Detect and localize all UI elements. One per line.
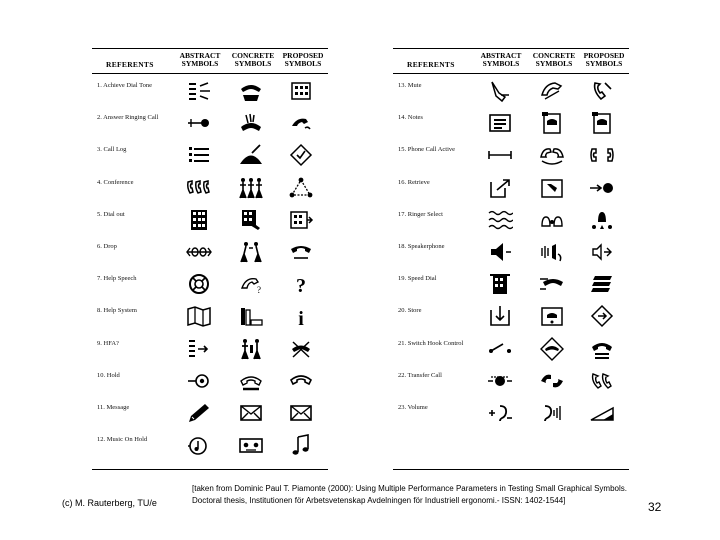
- referent-label: 19. Speed Dial: [398, 275, 437, 283]
- music-note-icon: [288, 433, 314, 457]
- phone-book-pen-icon: [238, 143, 264, 167]
- question-mark-icon: [288, 272, 314, 296]
- notepad-phone-icon: [589, 111, 615, 135]
- table-row: [92, 205, 328, 236]
- envelope-icon: [238, 401, 264, 425]
- three-receivers-icon: [186, 176, 212, 200]
- svg-text:i: i: [298, 308, 304, 329]
- table-row: [393, 140, 629, 171]
- abstract-header: ABSTRACT SYMBOLS: [480, 51, 522, 68]
- referent-label: 20. Store: [398, 307, 422, 315]
- proposed-header: PROPOSED SYMBOLS: [583, 51, 625, 68]
- page-number: 32: [648, 500, 662, 514]
- referent-label: 23. Volume: [398, 404, 428, 411]
- concrete-header: CONCRETE SYMBOLS: [532, 51, 576, 68]
- table-row: [92, 108, 328, 139]
- dial-tone-icon: [186, 79, 212, 103]
- table-row: [92, 76, 328, 107]
- keypad-hand-icon: [238, 208, 264, 232]
- referent-label: 18. Speakerphone: [398, 243, 445, 250]
- referent-label: 8. Help System: [97, 307, 137, 315]
- table-row: [92, 140, 328, 171]
- phone-on-base-icon: [238, 79, 264, 103]
- handset-icon: [288, 369, 314, 393]
- handset-diamond-icon: [539, 337, 565, 361]
- table-row: [393, 398, 629, 429]
- store-diamond-icon: [589, 304, 615, 328]
- referent-label: 7. Help Speech: [97, 275, 137, 283]
- referent-label: 22. Transfer Call: [398, 371, 442, 379]
- speaker-icon: [487, 240, 513, 264]
- arrow-dot-icon: [589, 176, 615, 200]
- table-row: [393, 269, 629, 300]
- table-row: [92, 237, 328, 268]
- table-row: [92, 269, 328, 300]
- table-row: [92, 398, 328, 429]
- proposed-header: PROPOSED SYMBOLS: [282, 51, 324, 68]
- hand-phone-icon: [539, 79, 565, 103]
- grid-keypad-icon: [186, 208, 212, 232]
- referent-label: 17. Ringer Select: [398, 210, 443, 218]
- author-credit: (c) M. Rauterberg, TU/e: [62, 498, 157, 508]
- table-row: [393, 301, 629, 332]
- music-circle-icon: [186, 433, 212, 457]
- citation-line: [taken from Dominic Paul T. Piamonte (2000): Using Multiple Performance Parameters in Testing Small Graphical Symbols.: [192, 484, 627, 493]
- notepad-icon: [487, 111, 513, 135]
- svg-text:?: ?: [257, 285, 261, 296]
- handset-pair-icon: [589, 143, 615, 167]
- transfer-arrow-icon: [487, 369, 513, 393]
- table-row: [92, 173, 328, 204]
- table-header: [393, 49, 629, 74]
- citation: [192, 483, 692, 507]
- symbol-table-left: [92, 48, 328, 470]
- concrete-header: CONCRETE SYMBOLS: [231, 51, 275, 68]
- document-check-icon: [288, 143, 314, 167]
- table-row: [393, 173, 629, 204]
- speaker-hand-icon: [589, 240, 615, 264]
- table-row: [393, 334, 629, 365]
- ear-volume-icon: [539, 401, 565, 425]
- map-icon: [186, 304, 212, 328]
- referent-label: 6. Drop: [97, 243, 117, 250]
- phone-keypad-arrow-icon: [288, 208, 314, 232]
- referent-label: 21. Switch Hook Control: [398, 339, 464, 347]
- fast-keypad-icon: [487, 272, 513, 296]
- table-row: [92, 334, 328, 365]
- three-people-icon: [238, 176, 264, 200]
- referents-header: REFERENTS: [407, 60, 455, 69]
- person-phone-icon: [238, 337, 264, 361]
- referent-label: 4. Conference: [97, 178, 134, 186]
- notepad-phone-icon: [539, 111, 565, 135]
- handset-slash-icon: [589, 79, 615, 103]
- cassette-icon: [238, 433, 264, 457]
- bells-icon: [539, 208, 565, 232]
- bells-triangle-icon: [589, 208, 615, 232]
- volume-wedge-icon: [589, 401, 615, 425]
- abstract-header: ABSTRACT SYMBOLS: [179, 51, 221, 68]
- handset-wave-icon: [288, 111, 314, 135]
- referent-label: 16. Retrieve: [398, 178, 430, 186]
- retrieve-hand-icon: [539, 176, 565, 200]
- arrow-bar-icon: [487, 143, 513, 167]
- two-handsets-icon: [539, 143, 565, 167]
- hands-transfer-icon: [539, 369, 565, 393]
- table-header: [92, 49, 328, 74]
- referent-label: 3. Call Log: [97, 146, 127, 154]
- store-phone-icon: [539, 304, 565, 328]
- svg-text:?: ?: [296, 275, 306, 297]
- hfa-arrow-icon: [186, 337, 212, 361]
- wavy-lines-icon: [487, 208, 513, 232]
- referents-header: REFERENTS: [106, 60, 154, 69]
- symbol-table-right: [393, 48, 629, 470]
- referent-label: 5. Dial out: [97, 210, 125, 218]
- handset-lines-icon: [589, 337, 615, 361]
- table-row: [393, 237, 629, 268]
- handset-help-icon: [238, 272, 264, 296]
- table-row: [393, 366, 629, 397]
- crossed-handset-icon: [288, 337, 314, 361]
- referent-label: 9. HFA?: [97, 339, 119, 347]
- referent-label: 12. Music On Hold: [97, 436, 148, 444]
- handset-hangup-icon: [288, 240, 314, 264]
- lifebuoy-icon: [186, 272, 212, 296]
- table-row: [92, 366, 328, 397]
- table-row: [92, 301, 328, 332]
- handset-lifted-icon: [238, 369, 264, 393]
- phone-transfer-icon: [589, 369, 615, 393]
- plus-ear-minus-icon: [487, 401, 513, 425]
- key-arrow-icon: [186, 111, 212, 135]
- table-row: [393, 108, 629, 139]
- citation-line: Doctoral thesis, Institutionen för Arbetsvetenskap Avdelningen för Industriell ergonomi.- ISSN: 1402-1544]: [192, 496, 566, 505]
- info-letter-icon: [288, 304, 314, 328]
- table-row: [393, 205, 629, 236]
- speaker-phone-icon: [539, 240, 565, 264]
- hold-circle-icon: [186, 369, 212, 393]
- people-parting-icon: [238, 240, 264, 264]
- table-row: [92, 430, 328, 461]
- hand-lifting-phone-icon: [238, 111, 264, 135]
- speed-handset-icon: [539, 272, 565, 296]
- referent-label: 2. Answer Ringing Call: [97, 114, 159, 122]
- people-triangle-icon: [288, 176, 314, 200]
- envelope-icon: [288, 401, 314, 425]
- retrieve-arrow-icon: [487, 176, 513, 200]
- switch-icon: [487, 337, 513, 361]
- referent-label: 13. Mute: [398, 82, 422, 89]
- referent-label: 10. Hold: [97, 371, 120, 379]
- mute-hand-icon: [487, 79, 513, 103]
- table-row: [393, 76, 629, 107]
- phone-keypad-icon: [288, 79, 314, 103]
- store-box-icon: [487, 304, 513, 328]
- books-icon: [238, 304, 264, 328]
- pen-icon: [186, 401, 212, 425]
- referent-label: 1. Achieve Dial Tone: [97, 82, 153, 89]
- referent-label: 11. Message: [97, 404, 130, 411]
- referent-label: 15. Phone Call Active: [398, 146, 456, 154]
- list-bullets-icon: [186, 143, 212, 167]
- referent-label: 14. Notes: [398, 114, 423, 122]
- speed-lines-icon: [589, 272, 615, 296]
- split-arrows-icon: [186, 240, 212, 264]
